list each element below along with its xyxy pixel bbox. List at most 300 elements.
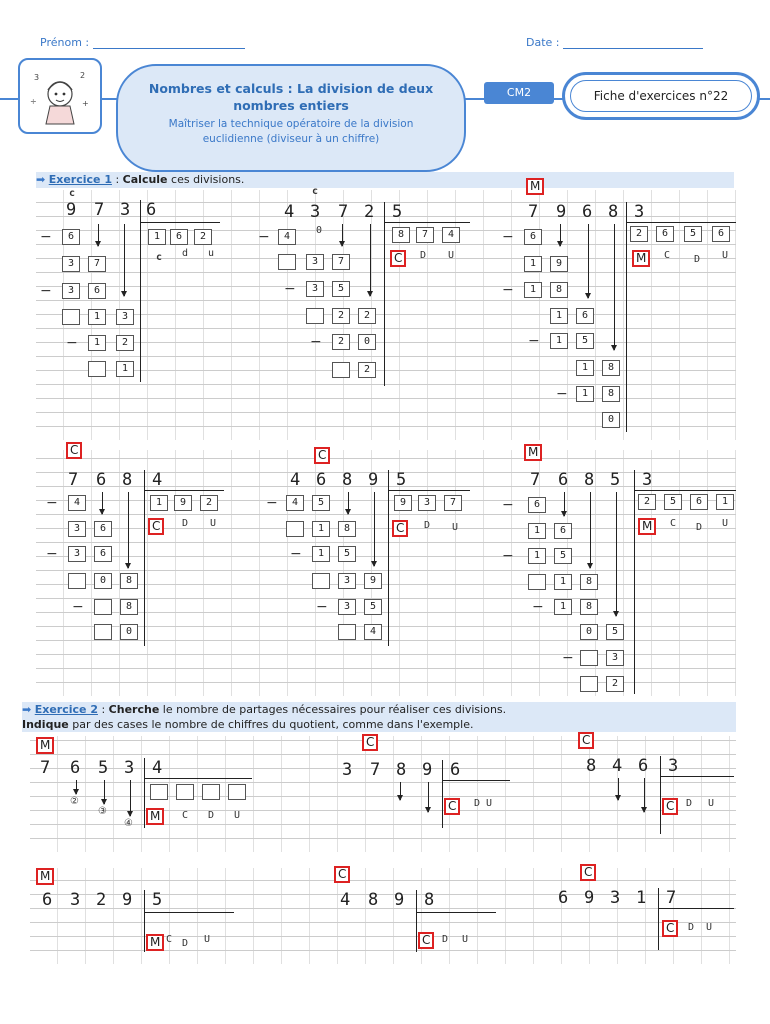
rank-label: C <box>670 518 677 529</box>
step-box[interactable]: 1 <box>524 256 542 272</box>
rank-highlight: M <box>638 518 656 535</box>
step-box[interactable]: 0 <box>120 624 138 640</box>
step-box[interactable]: 3 <box>62 256 80 272</box>
rank-highlight: C <box>314 447 330 464</box>
step-box[interactable]: 2 <box>358 308 376 324</box>
dividend-digit: 3 <box>120 200 131 220</box>
step-box[interactable] <box>332 362 350 378</box>
division-bar <box>388 470 389 646</box>
step-box[interactable]: 3 <box>606 650 624 666</box>
rank-label: d <box>182 248 189 259</box>
minus-sign: − <box>502 548 514 564</box>
arrow-right-icon: ➡ <box>36 173 46 186</box>
step-box[interactable]: 5 <box>576 333 594 349</box>
division-bar <box>658 908 734 909</box>
step-box[interactable] <box>338 624 356 640</box>
rank-highlight: M <box>632 250 650 267</box>
dividend-digit: 3 <box>610 888 621 908</box>
quotient-box[interactable]: 1 <box>150 495 168 511</box>
divisor-digit: 7 <box>666 888 677 908</box>
step-box[interactable]: 6 <box>528 497 546 513</box>
division-bar <box>144 778 252 779</box>
step-box[interactable]: 8 <box>338 521 356 537</box>
division-bar <box>634 470 635 694</box>
rank-highlight: C <box>662 920 678 937</box>
step-box[interactable]: 1 <box>524 282 542 298</box>
step-box[interactable]: 9 <box>364 573 382 589</box>
exercise1-instruction: ➡ Exercice 1 : Calcule ces divisions. <box>36 172 734 188</box>
step-box[interactable]: 5 <box>332 281 350 297</box>
step-box[interactable]: 5 <box>606 624 624 640</box>
rank-label: D <box>442 934 449 945</box>
dividend-digit: 6 <box>582 202 593 222</box>
divisor-digit: 8 <box>424 890 435 910</box>
step-box[interactable]: 0 <box>602 412 620 428</box>
step-box[interactable]: 3 <box>116 309 134 325</box>
dividend-digit: 7 <box>68 470 79 490</box>
quotient-box[interactable]: 7 <box>444 495 462 511</box>
arrow-down-icon <box>98 224 99 246</box>
divisor-digit: 5 <box>392 202 403 222</box>
exercise1-text: ces divisions. <box>167 173 245 186</box>
step-box[interactable]: 8 <box>580 599 598 615</box>
arrow-down-icon <box>102 492 103 514</box>
step-box[interactable]: 6 <box>94 521 112 537</box>
quotient-box[interactable]: 6 <box>170 229 188 245</box>
step-box[interactable] <box>580 650 598 666</box>
quotient-box[interactable]: 2 <box>200 495 218 511</box>
dividend-digit: 2 <box>96 890 107 910</box>
dividend-digit: 8 <box>342 470 353 490</box>
exercise1-verb: Calcule <box>122 173 168 186</box>
step-box[interactable]: 2 <box>606 676 624 692</box>
dividend-digit: 9 <box>394 890 405 910</box>
quotient-box[interactable] <box>202 784 220 800</box>
step-box[interactable]: 1 <box>528 523 546 539</box>
step-marker: ③ <box>98 806 107 817</box>
quotient-box[interactable]: 4 <box>442 227 460 243</box>
dividend-digit: 7 <box>40 758 51 778</box>
step-digit: 0 <box>316 225 323 236</box>
exercise2-instruction: ➡ Exercice 2 : Cherche le nombre de partages nécessaires pour réaliser ces divisions. Indique par des cases le nombre de chiffres du quotient, comme dans l'exemple. <box>22 702 736 732</box>
arrow-down-icon <box>564 492 565 516</box>
rank-label: D <box>694 254 701 265</box>
dividend-digit: 6 <box>70 758 81 778</box>
step-box[interactable]: 5 <box>554 548 572 564</box>
rank-highlight: C <box>444 798 460 815</box>
step-box[interactable] <box>286 521 304 537</box>
step-box[interactable]: 1 <box>550 333 568 349</box>
rank-label: c <box>69 188 76 199</box>
dividend-digit: 9 <box>368 470 379 490</box>
arrow-down-icon <box>348 492 349 514</box>
step-box[interactable]: 0 <box>358 334 376 350</box>
step-box[interactable]: 8 <box>580 574 598 590</box>
minus-sign: − <box>266 495 278 511</box>
step-box[interactable]: 3 <box>306 281 324 297</box>
exercise2-verb: Indique <box>22 718 69 731</box>
rank-label: U <box>210 518 217 529</box>
step-marker: ④ <box>124 818 133 829</box>
minus-sign: − <box>290 546 302 562</box>
exercise2-grid-top <box>30 736 736 852</box>
dividend-digit: 5 <box>98 758 109 778</box>
step-box[interactable]: 6 <box>554 523 572 539</box>
divisor-digit: 5 <box>396 470 407 490</box>
dividend-digit: 9 <box>66 200 77 220</box>
step-box[interactable]: 8 <box>602 386 620 402</box>
division-bar <box>660 776 734 777</box>
arrow-down-icon <box>588 224 589 298</box>
step-box[interactable]: 4 <box>68 495 86 511</box>
minus-sign: − <box>532 599 544 615</box>
exercise1-grid-bottom <box>36 450 736 696</box>
divisor-digit: 6 <box>450 760 461 780</box>
minus-sign: − <box>502 229 514 245</box>
step-box[interactable]: 8 <box>120 599 138 615</box>
step-box[interactable]: 1 <box>116 361 134 377</box>
dividend-digit: 8 <box>368 890 379 910</box>
division-bar <box>144 490 224 491</box>
rank-highlight: C <box>662 798 678 815</box>
rank-label: U <box>722 518 729 529</box>
rank-highlight: C <box>334 866 350 883</box>
arrow-down-icon <box>618 778 619 800</box>
arrow-down-icon <box>124 224 125 296</box>
division-bar <box>388 490 470 491</box>
svg-text:+: + <box>82 99 89 108</box>
rank-label: U <box>452 522 459 533</box>
division-bar <box>384 222 470 223</box>
dividend-digit: 8 <box>584 470 595 490</box>
step-box[interactable]: 8 <box>602 360 620 376</box>
arrow-down-icon <box>342 224 343 246</box>
arrow-down-icon <box>590 492 591 568</box>
division-bar <box>144 890 145 952</box>
avatar <box>18 58 102 134</box>
step-box[interactable]: 1 <box>550 308 568 324</box>
rank-label: D <box>688 922 695 933</box>
quotient-box[interactable] <box>150 784 168 800</box>
minus-sign: − <box>310 334 322 350</box>
rank-label: D <box>182 518 189 529</box>
step-box[interactable]: 3 <box>68 521 86 537</box>
dividend-digit: 9 <box>556 202 567 222</box>
step-box[interactable]: 4 <box>364 624 382 640</box>
step-box[interactable]: 1 <box>576 386 594 402</box>
date-label: Date : <box>526 36 560 49</box>
quotient-box[interactable]: 8 <box>392 227 410 243</box>
step-box[interactable]: 5 <box>364 599 382 615</box>
rank-highlight: C <box>418 932 434 949</box>
quotient-box[interactable]: 5 <box>684 226 702 242</box>
division-bar <box>660 756 661 834</box>
quotient-box[interactable]: 1 <box>716 494 734 510</box>
dividend-digit: 4 <box>340 890 351 910</box>
divisor-digit: 3 <box>634 202 645 222</box>
step-box[interactable] <box>278 254 296 270</box>
division-bar <box>442 780 510 781</box>
minus-sign: − <box>66 335 78 351</box>
quotient-box[interactable]: 2 <box>638 494 656 510</box>
quotient-box[interactable]: 3 <box>418 495 436 511</box>
step-box[interactable]: 5 <box>338 546 356 562</box>
svg-text:÷: ÷ <box>30 97 37 106</box>
step-box[interactable]: 1 <box>88 335 106 351</box>
arrow-down-icon <box>370 224 371 296</box>
step-box[interactable]: 2 <box>332 308 350 324</box>
dividend-digit: 6 <box>316 470 327 490</box>
arrow-right-icon: ➡ <box>22 703 32 716</box>
step-box[interactable]: 3 <box>68 546 86 562</box>
dividend-digit: 7 <box>338 202 349 222</box>
rank-highlight: C <box>390 250 406 267</box>
step-box[interactable] <box>68 573 86 589</box>
quotient-box[interactable]: 5 <box>664 494 682 510</box>
dividend-digit: 6 <box>558 470 569 490</box>
step-box[interactable] <box>312 573 330 589</box>
dividend-digit: 6 <box>96 470 107 490</box>
rank-label: D <box>420 250 427 261</box>
rank-label: D <box>182 938 189 949</box>
rank-label: U <box>204 934 211 945</box>
date-field[interactable] <box>526 36 703 49</box>
step-box[interactable] <box>62 309 80 325</box>
prenom-line[interactable] <box>93 48 245 49</box>
division-bar <box>658 888 659 950</box>
division-bar <box>416 890 417 952</box>
exercise2-grid-bottom <box>30 868 736 964</box>
step-box[interactable]: 6 <box>88 283 106 299</box>
division-bar <box>140 222 220 223</box>
minus-sign: − <box>528 333 540 349</box>
level-badge: CM2 <box>484 82 554 104</box>
rank-highlight: M <box>146 934 164 951</box>
step-box[interactable]: 6 <box>524 229 542 245</box>
step-box[interactable] <box>94 624 112 640</box>
rank-label: c <box>312 186 319 197</box>
rank-highlight: M <box>524 444 542 461</box>
thinking-child-icon <box>20 60 100 132</box>
quotient-box[interactable]: 2 <box>630 226 648 242</box>
step-box[interactable]: 3 <box>62 283 80 299</box>
dividend-digit: 7 <box>530 470 541 490</box>
step-box[interactable] <box>306 308 324 324</box>
arrow-down-icon <box>400 782 401 800</box>
dividend-digit: 6 <box>638 756 649 776</box>
exercise2-text: par des cases le nombre de chiffres du quotient, comme dans l'exemple. <box>68 718 474 731</box>
quotient-box[interactable]: 6 <box>690 494 708 510</box>
prenom-field[interactable] <box>40 36 245 49</box>
arrow-down-icon <box>428 782 429 812</box>
fiche-label: Fiche d'exercices n°22 <box>570 80 752 112</box>
step-box[interactable] <box>88 361 106 377</box>
dividend-digit: 8 <box>396 760 407 780</box>
minus-sign: − <box>46 495 58 511</box>
minus-sign: − <box>258 229 270 245</box>
step-box[interactable]: 8 <box>120 573 138 589</box>
arrow-down-icon <box>130 780 131 816</box>
step-box[interactable]: 1 <box>528 548 546 564</box>
step-box[interactable]: 1 <box>312 521 330 537</box>
step-box[interactable]: 3 <box>306 254 324 270</box>
step-box[interactable]: 4 <box>278 229 296 245</box>
step-box[interactable] <box>94 599 112 615</box>
rank-label: U <box>706 922 713 933</box>
rank-label: U <box>234 810 241 821</box>
divisor-digit: 4 <box>152 758 163 778</box>
date-line[interactable] <box>563 48 703 49</box>
exercise2-label: Exercice 2 <box>34 703 98 716</box>
minus-sign: − <box>556 386 568 402</box>
arrow-down-icon <box>104 780 105 804</box>
minus-sign: − <box>502 497 514 513</box>
dividend-digit: 8 <box>586 756 597 776</box>
svg-text:3: 3 <box>34 73 40 82</box>
quotient-box[interactable]: 9 <box>394 495 412 511</box>
division-bar <box>626 222 736 223</box>
rank-label: D <box>686 798 693 809</box>
quotient-box[interactable]: 6 <box>656 226 674 242</box>
divisor-digit: 4 <box>152 470 163 490</box>
minus-sign: − <box>40 229 52 245</box>
rank-label: U <box>708 798 715 809</box>
rank-label: D <box>474 798 481 809</box>
step-box[interactable] <box>580 676 598 692</box>
step-box[interactable]: 6 <box>94 546 112 562</box>
arrow-down-icon <box>128 492 129 568</box>
svg-text:2: 2 <box>80 71 86 80</box>
rank-label: U <box>486 798 493 809</box>
minus-sign: − <box>562 650 574 666</box>
step-marker: ② <box>70 796 79 807</box>
step-box[interactable]: 6 <box>62 229 80 245</box>
quotient-box[interactable]: 6 <box>712 226 730 242</box>
step-box[interactable]: 2 <box>358 362 376 378</box>
step-box[interactable]: 1 <box>88 309 106 325</box>
step-box[interactable]: 1 <box>576 360 594 376</box>
dividend-digit: 7 <box>528 202 539 222</box>
dividend-digit: 5 <box>610 470 621 490</box>
step-box[interactable]: 5 <box>312 495 330 511</box>
dividend-digit: 3 <box>342 760 353 780</box>
dividend-digit: 8 <box>608 202 619 222</box>
exercise2-verb: Cherche <box>108 703 160 716</box>
division-bar <box>634 490 736 491</box>
arrow-down-icon <box>614 224 615 350</box>
division-bar <box>140 200 141 382</box>
rank-highlight: C <box>580 864 596 881</box>
dividend-digit: 7 <box>370 760 381 780</box>
step-box[interactable]: 3 <box>338 599 356 615</box>
minus-sign: − <box>284 281 296 297</box>
rank-highlight: C <box>392 520 408 537</box>
arrow-down-icon <box>616 492 617 616</box>
rank-highlight: C <box>148 518 164 535</box>
fiche-badge <box>562 72 760 120</box>
step-box[interactable]: 0 <box>94 573 112 589</box>
rank-label: C <box>664 250 671 261</box>
step-box[interactable]: 1 <box>554 599 572 615</box>
arrow-down-icon <box>374 492 375 566</box>
dividend-digit: 3 <box>124 758 135 778</box>
division-bar <box>144 758 145 828</box>
dividend-digit: 4 <box>284 202 295 222</box>
page-subtitle: Maîtriser la technique opératoire de la division euclidienne (diviseur à un chiffre) <box>168 118 414 145</box>
dividend-digit: 2 <box>364 202 375 222</box>
divisor-digit: 3 <box>642 470 653 490</box>
step-box[interactable]: 3 <box>338 573 356 589</box>
division-bar <box>384 202 385 386</box>
quotient-box[interactable]: 2 <box>194 229 212 245</box>
step-box[interactable]: 7 <box>332 254 350 270</box>
quotient-box[interactable]: 1 <box>148 229 166 245</box>
division-bar <box>144 912 234 913</box>
divisor-digit: 6 <box>146 200 157 220</box>
page-title: Nombres et calculs : La division de deux nombres entiers <box>148 81 434 113</box>
dividend-digit: 7 <box>94 200 105 220</box>
step-box[interactable]: 2 <box>332 334 350 350</box>
minus-sign: − <box>316 599 328 615</box>
rank-highlight: M <box>526 178 544 195</box>
rank-highlight: M <box>36 868 54 885</box>
rank-label: u <box>208 248 215 259</box>
rank-label: C <box>166 934 173 945</box>
minus-sign: − <box>502 282 514 298</box>
quotient-box[interactable]: 9 <box>174 495 192 511</box>
rank-highlight: M <box>36 737 54 754</box>
dividend-digit: 9 <box>422 760 433 780</box>
step-box[interactable]: 8 <box>550 282 568 298</box>
rank-label: D <box>424 520 431 531</box>
arrow-down-icon <box>644 778 645 812</box>
minus-sign: − <box>40 283 52 299</box>
dividend-digit: 1 <box>636 888 647 908</box>
rank-highlight: M <box>146 808 164 825</box>
dividend-digit: 4 <box>612 756 623 776</box>
step-box[interactable]: 2 <box>116 335 134 351</box>
arrow-down-icon <box>76 780 77 794</box>
rank-label: c <box>156 252 163 263</box>
dividend-digit: 6 <box>42 890 53 910</box>
rank-highlight: C <box>66 442 82 459</box>
rank-label: U <box>462 934 469 945</box>
step-box[interactable]: 7 <box>88 256 106 272</box>
step-box[interactable]: 9 <box>550 256 568 272</box>
quotient-box[interactable] <box>176 784 194 800</box>
minus-sign: − <box>72 599 84 615</box>
step-box[interactable]: 1 <box>312 546 330 562</box>
step-box[interactable]: 0 <box>580 624 598 640</box>
step-box[interactable] <box>528 574 546 590</box>
step-box[interactable]: 4 <box>286 495 304 511</box>
dividend-digit: 3 <box>310 202 321 222</box>
prenom-label: Prénom : <box>40 36 90 49</box>
division-bar <box>442 760 443 828</box>
step-box[interactable]: 6 <box>576 308 594 324</box>
quotient-box[interactable] <box>228 784 246 800</box>
minus-sign: − <box>46 546 58 562</box>
step-box[interactable]: 1 <box>554 574 572 590</box>
dividend-digit: 6 <box>558 888 569 908</box>
divisor-digit: 5 <box>152 890 163 910</box>
exercise1-label: Exercice 1 <box>48 173 112 186</box>
dividend-digit: 9 <box>122 890 133 910</box>
division-bar <box>144 470 145 646</box>
dividend-digit: 4 <box>290 470 301 490</box>
quotient-box[interactable]: 7 <box>416 227 434 243</box>
title-banner <box>116 64 466 172</box>
